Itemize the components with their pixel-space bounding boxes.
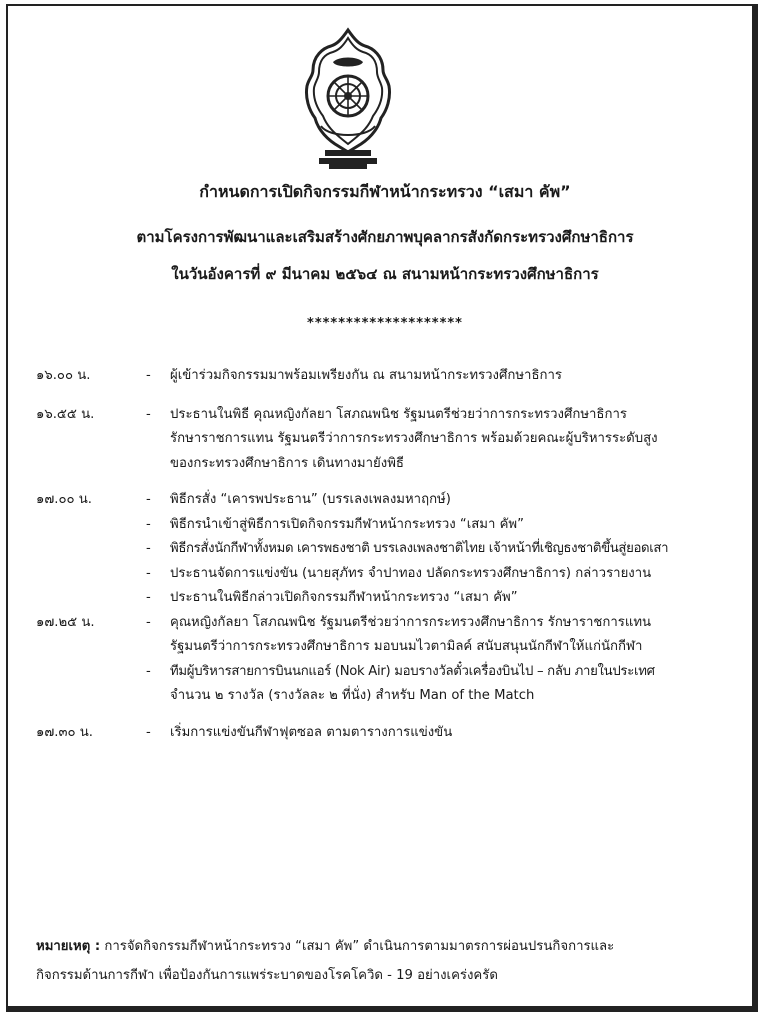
schedule-row — [36, 488, 736, 611]
schedule-row — [36, 403, 736, 477]
schedule-time: ๑๖.๕๕ น. — [36, 406, 95, 422]
schedule-row — [36, 364, 736, 389]
item-text: ประธานจัดการแข่งขัน (นายสุภัทร จำปาทอง ปลัดกระทรวงศึกษาธิการ) กล่าวรายงาน — [170, 565, 652, 581]
item-dash: - — [146, 724, 151, 740]
schedule-row — [36, 611, 736, 709]
schedule-item — [146, 611, 736, 660]
schedule-time: ๑๖.๐๐ น. — [36, 368, 91, 383]
item-text: คุณหญิงกัลยา โสภณพนิช รัฐมนตรีช่วยว่าการกระทรวงศึกษาธิการ รักษาราชการแทน — [170, 614, 652, 630]
date-place-line: ในวันอังคารที่ ๙ มีนาคม ๒๕๖๔ ณ สนามหน้ากระทรวงศึกษาธิการ — [171, 265, 599, 283]
document-subtitle: ตามโครงการพัฒนาและเสริมสร้างศักยภาพบุคลากรสังกัดกระทรวงศึกษาธิการ — [136, 228, 634, 246]
schedule-item — [146, 562, 736, 587]
item-text: พิธีกรสั่งนักกีฬาทั้งหมด เคารพธงชาติ บรรเลงเพลงชาติไทย เจ้าหน้าที่เชิญธงชาติขึ้นสู่ยอดเสา — [170, 541, 669, 556]
item-text: ผู้เข้าร่วมกิจกรรมมาพร้อมเพรียงกัน ณ สนามหน้ากระทรวงศึกษาธิการ — [170, 368, 562, 383]
schedule-item — [146, 537, 736, 562]
item-text: ประธานในพิธีกล่าวเปิดกิจกรรมกีฬาหน้ากระทรวง “เสมา คัพ” — [170, 590, 518, 605]
document-title: กำหนดการเปิดกิจกรรมกีฬาหน้ากระทรวง “เสมา คัพ” — [199, 182, 571, 201]
item-dash: - — [146, 541, 151, 556]
remark-note — [36, 932, 736, 990]
item-text: พิธีกรสั่ง “เคารพประธาน” (บรรเลงเพลงมหาฤกษ์) — [170, 492, 451, 507]
item-dash: - — [146, 614, 151, 630]
item-text: รักษาราชการแทน รัฐมนตรีว่าการกระทรวงศึกษาธิการ พร้อมด้วยคณะผู้บริหารระดับสูง — [170, 431, 658, 446]
item-dash: - — [146, 516, 151, 532]
item-text: ประธานในพิธี คุณหญิงกัลยา โสภณพนิช รัฐมนตรีช่วยว่าการกระทรวงศึกษาธิการ — [170, 406, 627, 422]
item-text: รัฐมนตรีว่าการกระทรวงศึกษาธิการ มอบนมไวตามิลค์ สนับสนุนนักกีฬาให้แก่นักกีฬา — [170, 639, 643, 654]
schedule-time: ๑๗.๐๐ น. — [36, 492, 92, 507]
item-dash: - — [146, 406, 151, 422]
item-text: เริ่มการแข่งขันกีฬาฟุตซอล ตามตารางการแข่งขัน — [170, 724, 453, 740]
item-dash: - — [146, 663, 151, 679]
schedule-time: ๑๗.๓๐ น. — [36, 724, 93, 740]
schedule-item — [146, 364, 736, 389]
item-text: พิธีกรนำเข้าสู่พิธีการเปิดกิจกรรมกีฬาหน้ากระทรวง “เสมา คัพ” — [170, 516, 524, 532]
star-divider: ******************** — [307, 316, 463, 331]
schedule-item — [146, 488, 736, 513]
schedule-row — [36, 721, 736, 746]
item-text: ทีมผู้บริหารสายการบินนกแอร์ (Nok Air) มอบรางวัลตั๋วเครื่องบินไป – กลับ ภายในประเทศ — [170, 663, 655, 679]
schedule-item — [146, 660, 736, 709]
remark-label: หมายเหตุ : — [36, 939, 101, 954]
remark-text-line-2: กิจกรรมด้านการกีฬา เพื่อป้องกันการแพร่ระบาดของโรคโควิด - 19 อย่างเคร่งครัด — [36, 968, 498, 983]
schedule-item — [146, 586, 736, 611]
item-text: ของกระทรวงศึกษาธิการ เดินทางมายังพิธี — [170, 455, 404, 471]
item-dash: - — [146, 590, 151, 605]
schedule-item — [146, 513, 736, 538]
ministry-seal-emblem — [303, 26, 393, 172]
item-dash: - — [146, 565, 151, 581]
schedule-item — [146, 403, 736, 477]
schedule-time: ๑๗.๒๕ น. — [36, 614, 95, 630]
remark-text-line-1: การจัดกิจกรรมกีฬาหน้ากระทรวง “เสมา คัพ” ดำเนินการตามมาตรการผ่อนปรนกิจการและ — [104, 939, 615, 954]
item-text: จำนวน ๒ รางวัล (รางวัลละ ๒ ที่นั่ง) สำหรับ Man of the Match — [170, 688, 535, 703]
item-dash: - — [146, 368, 151, 383]
item-dash: - — [146, 492, 151, 507]
schedule — [36, 364, 736, 745]
schedule-item — [146, 721, 736, 746]
